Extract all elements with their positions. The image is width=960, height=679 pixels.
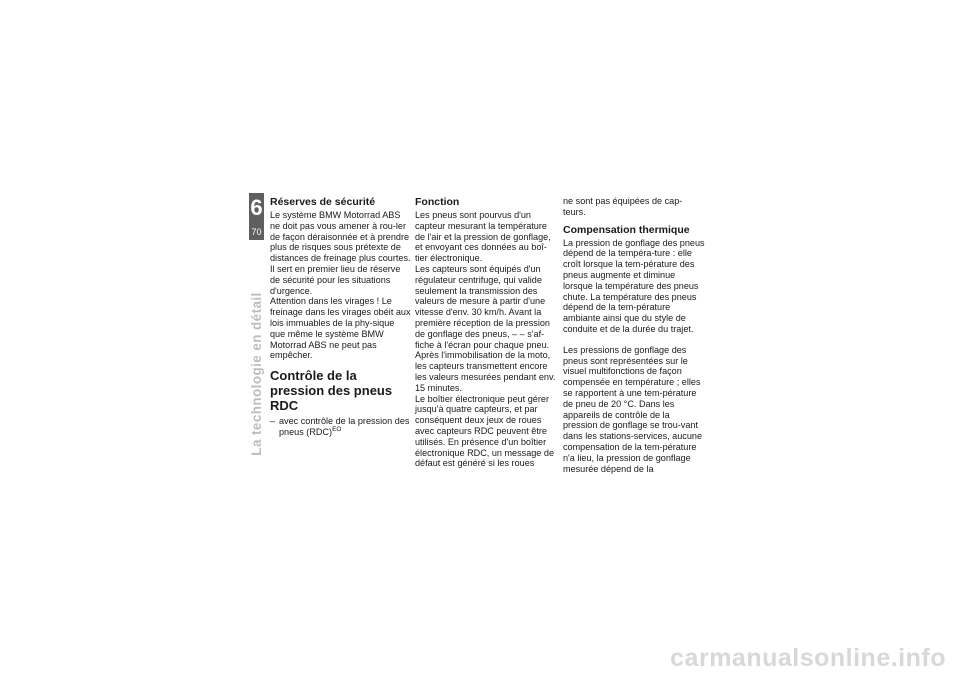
paragraph: Les pneus sont pourvus d'un capteur mesurant la température de l'air et la pression de gonflage, et envoyant ces données au boî-tier électronique. <box>415 210 551 264</box>
page-number: 70 <box>251 227 262 237</box>
bullet-text: avec contrôle de la pression des pneus (RDC) <box>279 416 410 437</box>
chapter-number: 6 <box>250 195 263 220</box>
heading-function: Fonction <box>415 196 460 208</box>
paragraph: Le système BMW Motorrad ABS ne doit pas vous amener à rou-ler de façon déraisonnée et à prendre plus de risques sous prétexte de distances de freinage plus courtes. Il sert en premier lieu de réserve de sécurité pour les situations d'urgence. <box>270 210 411 296</box>
paragraph: Le boîtier électronique peut gérer jusqu'à quatre capteurs, et par conséquent deux jeux de roues avec capteurs RDC peuvent être utilisés. En présence d'un boîtier électronique RDC, un message de défaut est généré si les roues <box>415 393 555 469</box>
text-column-1 <box>270 196 412 438</box>
heading-thermal-compensation: Compensation thermique <box>563 223 690 236</box>
paragraph: Les pressions de gonflage des pneus sont représentées sur le visuel multifonctions de façon compensée en température ; elles se rapportent à une tem-pérature de pneu de 20 °C. Dans les appareils de contrôle de la pression de gonflage se trou-vant dans les stations-services, aucune compensation de la tem-pérature n'a lieu, la pression de gonflage mesurée dépend de la <box>563 344 703 474</box>
paragraph: ne sont pas équipées de cap-teurs. <box>563 196 683 217</box>
paragraph: Les capteurs sont équipés d'un régulateur centrifuge, qui valide seulement la transmission des valeurs de mesure à partir d'une vitesse d'env. 30 km/h. Avant la première réception de la pression de gonflage des pneus, – – s'af-fiche à l'écran pour chaque pneu. Après l'immobilisation de la moto, les capteurs transmettent encore les valeurs mesurées pendant env. 15 minutes. <box>415 263 556 393</box>
heading-safety-reserves: Réserves de sécurité <box>270 196 376 208</box>
text-column-2 <box>415 196 557 469</box>
paragraph: La pression de gonflage des pneus dépend de la tempéra-ture : elle croît lorsque la tem-pérature des pneus augmente et diminue lorsque la température des pneus chute. La température des pneus dépend de la tem-pérature ambiante ainsi que du style de conduite et de la durée du trajet. <box>563 237 705 334</box>
heading-rdc: Contrôle de la pression des pneus RDC <box>270 368 393 414</box>
chapter-side-title: La technologie en détail <box>249 292 264 456</box>
bullet-dash: – <box>270 416 276 427</box>
watermark: carmanualsonline.info <box>670 644 946 672</box>
paragraph: Attention dans les virages ! Le freinage dans les virages obéit aux lois immuables de la phy-sique que même le système BMW Motorrad ABS ne peut pas empêcher. <box>270 296 411 361</box>
list-item <box>270 416 412 438</box>
equipment-code: EO <box>332 425 342 433</box>
text-column-3 <box>563 196 705 474</box>
